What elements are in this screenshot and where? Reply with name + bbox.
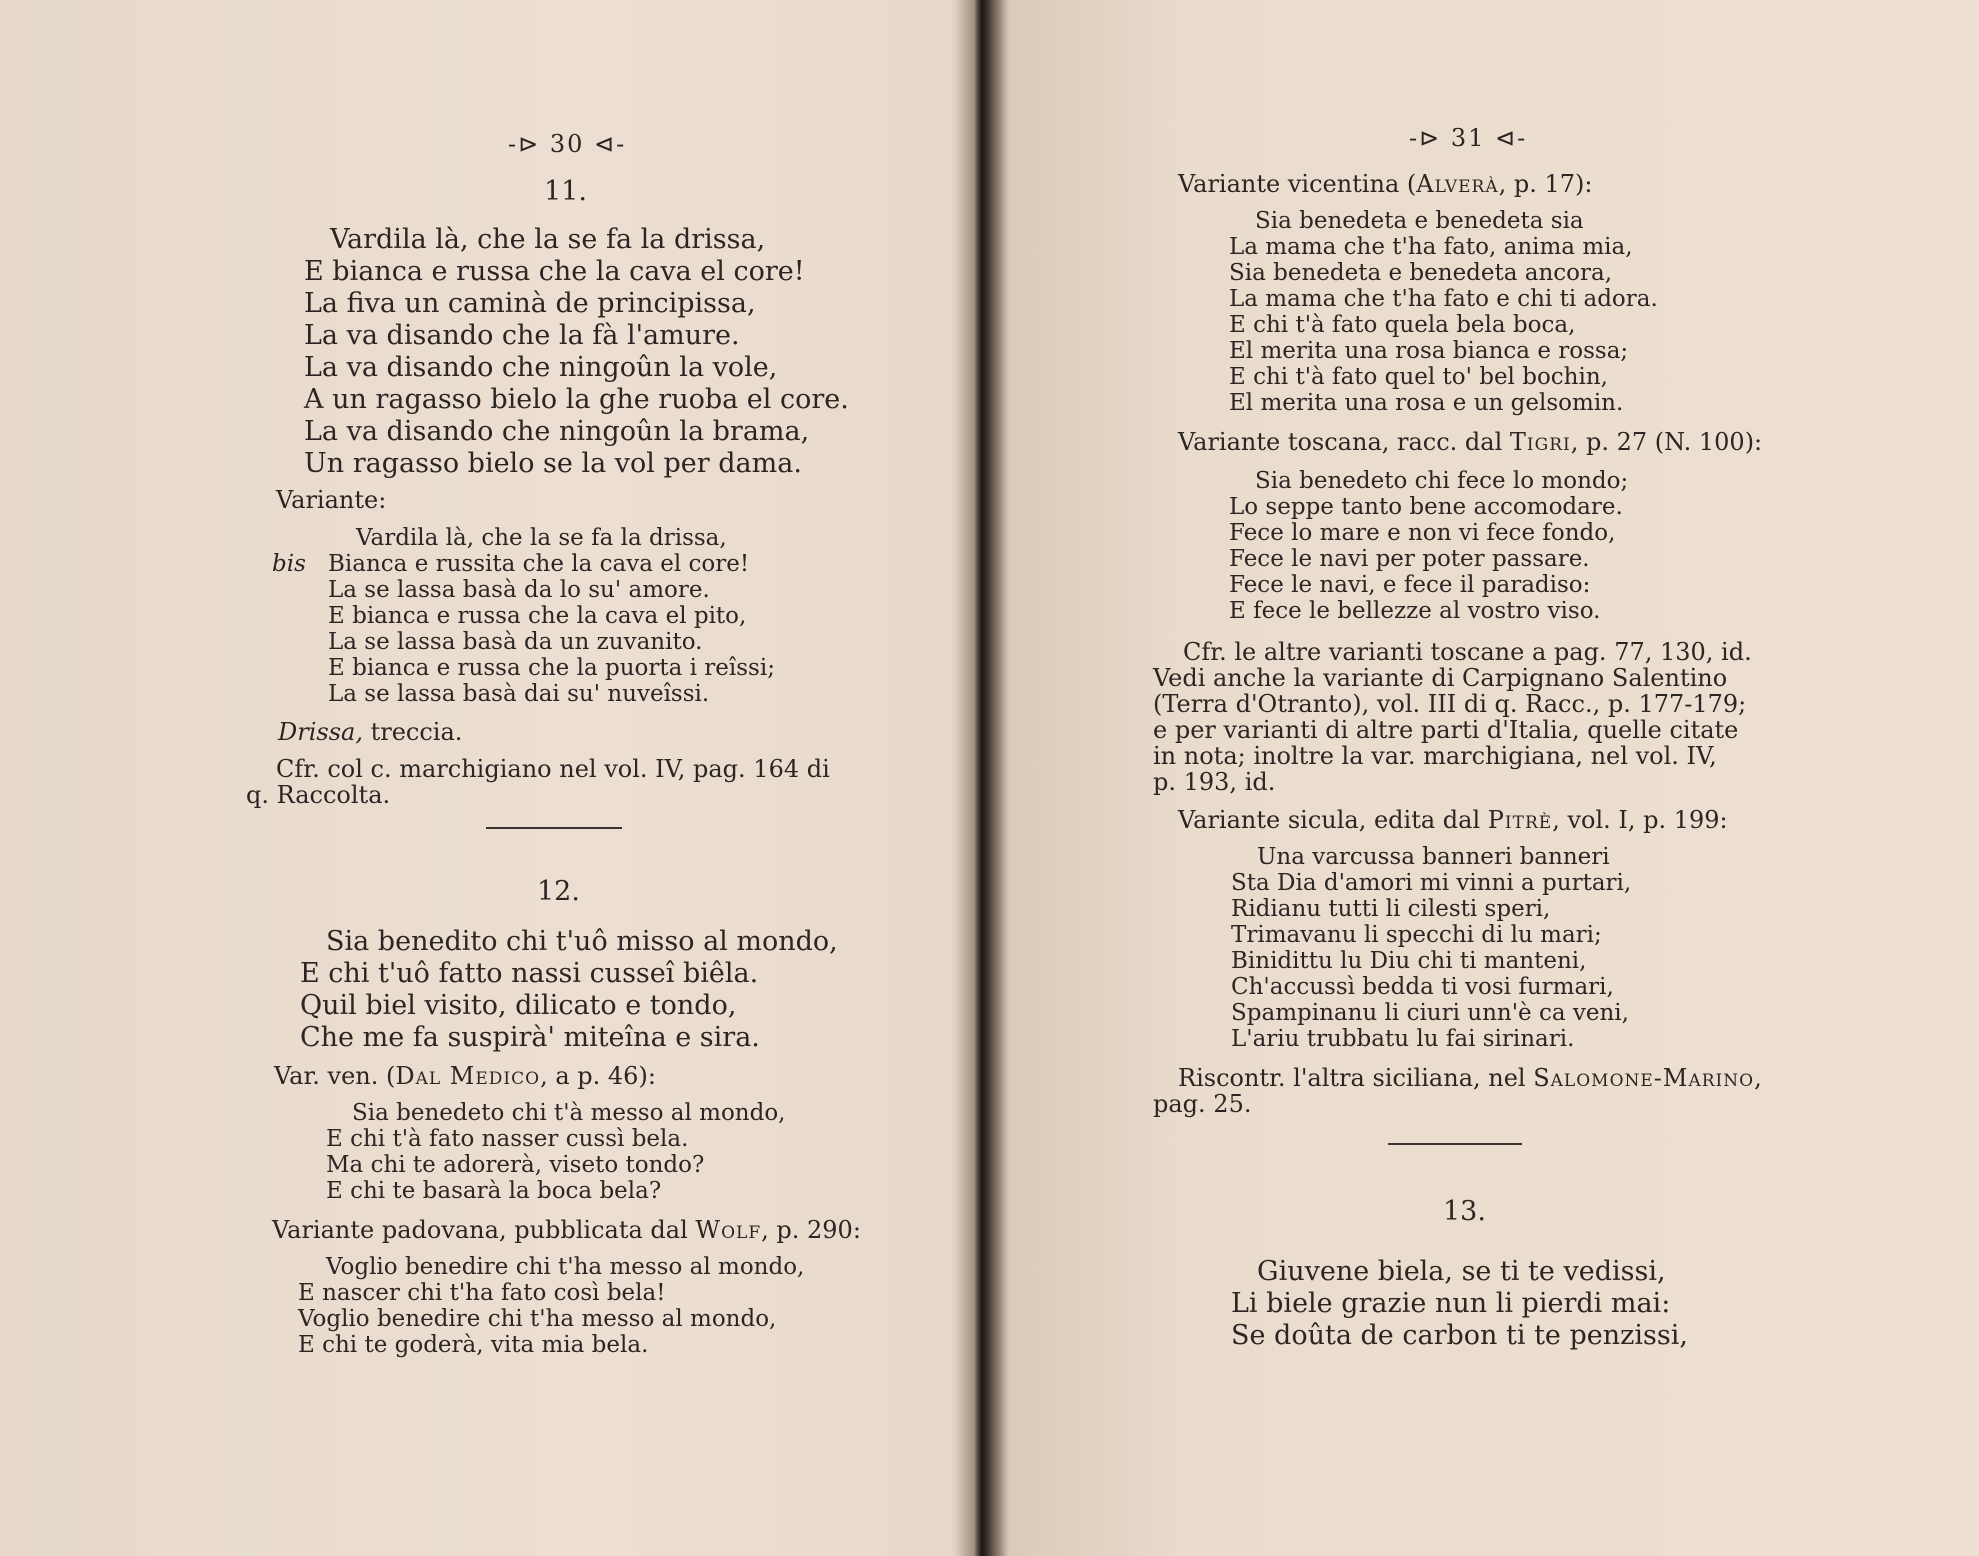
verse-line: La mama che t'ha fato, anima mia,: [1229, 234, 1633, 260]
heading-text: , p. 27 (N. 100):: [1570, 428, 1763, 456]
note-text: ,: [1754, 1064, 1762, 1092]
verse-line: Voglio benedire chi t'ha messo al mondo,: [326, 1254, 805, 1280]
toscana-heading: [1178, 428, 1762, 456]
verse-line: Un ragasso bielo se la vol per dama.: [304, 448, 802, 479]
verse-line: La fiva un caminà de principissa,: [304, 288, 756, 319]
heading-text: Variante padovana, pubblicata dal: [272, 1216, 696, 1244]
verse-line: Ridianu tutti li cilesti speri,: [1231, 896, 1551, 922]
gloss-note: [278, 718, 462, 746]
poem-11-number: 11.: [544, 176, 587, 207]
verse-line: Ch'accussì bedda ti vosi furmari,: [1231, 974, 1614, 1000]
heading-text: Variante vicentina (: [1178, 170, 1417, 198]
heading-text: Variante toscana, racc. dal: [1178, 428, 1510, 456]
verse-line: Trimavanu li specchi di lu mari;: [1231, 922, 1602, 948]
verse-line: E chi t'à fato nasser cussì bela.: [326, 1126, 689, 1152]
paragraph-line: Vedi anche la variante di Carpignano Salentino: [1153, 664, 1728, 692]
verse-line: E chi t'à fato quela bela boca,: [1229, 312, 1576, 338]
verse-line: Quil biel visito, dilicato e tondo,: [300, 990, 737, 1021]
verse-line: Vardila là, che la se fa la drissa,: [356, 525, 727, 551]
verse-line: Giuvene biela, se ti te vedissi,: [1257, 1256, 1666, 1287]
verse-line: Sia benedeto chi t'à messo al mondo,: [352, 1100, 786, 1126]
poem-12-number: 12.: [537, 876, 580, 907]
vicentina-heading: [1178, 170, 1593, 198]
note-text: Riscontr. l'altra siciliana, nel: [1178, 1064, 1534, 1092]
heading-text: , p. 290:: [761, 1216, 861, 1244]
verse-line: Spampinanu li ciuri unn'è ca veni,: [1231, 1000, 1629, 1026]
heading-text: Variante sicula, edita dal: [1178, 806, 1488, 834]
verse-line: La se lassa basà da un zuvanito.: [328, 629, 703, 655]
verse-line: E chi t'uô fatto nassi cusseî biêla.: [300, 958, 759, 989]
paragraph-line: Cfr. le altre varianti toscane a pag. 77, 130, id.: [1183, 638, 1752, 666]
verse-line: Fece le navi per poter passare.: [1229, 546, 1590, 572]
left-page: [0, 0, 975, 1556]
verse-line: La va disando che ningoûn la brama,: [304, 416, 810, 447]
verse-line: La va disando che la fà l'amure.: [304, 320, 740, 351]
padovana-heading: [272, 1216, 861, 1244]
paragraph-line: e per varianti di altre parti d'Italia, quelle citate: [1153, 716, 1739, 744]
author-name: Wolf: [695, 1216, 762, 1244]
verse-line: El merita una rosa bianca e rossa;: [1229, 338, 1629, 364]
verse-line: La mama che t'ha fato e chi ti adora.: [1229, 286, 1658, 312]
verse-line: A un ragasso bielo la ghe ruoba el core.: [304, 384, 849, 415]
section-divider: [1388, 1143, 1522, 1145]
verse-line: Sta Dia d'amori mi vinni a purtari,: [1231, 870, 1632, 896]
verse-line: Ma chi te adorerà, viseto tondo?: [326, 1152, 705, 1178]
verse-line: La va disando che ningoûn la vole,: [304, 352, 778, 383]
verse-line: La se lassa basà da lo su' amore.: [328, 577, 710, 603]
bis-marker: bis: [272, 551, 306, 577]
verse-line: E bianca e russa che la puorta i reîssi;: [328, 655, 775, 681]
verse-line: E chi t'à fato quel to' bel bochin,: [1229, 364, 1608, 390]
riscontr-note-line2: pag. 25.: [1153, 1090, 1252, 1118]
verse-line: Sia benedito chi t'uô misso al mondo,: [326, 926, 838, 957]
verse-line: Fece lo mare e non vi fece fondo,: [1229, 520, 1616, 546]
author-name: Tigri: [1509, 428, 1571, 456]
sicula-heading: [1178, 806, 1728, 834]
section-divider: [486, 827, 622, 829]
heading-text: , vol. I, p. 199:: [1552, 806, 1728, 834]
verse-line: La se lassa basà dai su' nuveîssi.: [328, 681, 710, 707]
verse-line: El merita una rosa e un gelsomin.: [1229, 390, 1624, 416]
variant-label: Variante:: [276, 486, 387, 514]
verse-line: Sia benedeta e benedeta sia: [1255, 208, 1584, 234]
verse-line: E fece le bellezze al vostro viso.: [1229, 598, 1601, 624]
heading-text: , p. 17):: [1498, 170, 1593, 198]
verse-line: E bianca e russa che la cava el pito,: [328, 603, 747, 629]
verse-line: Bianca e russita che la cava el core!: [328, 551, 750, 577]
paragraph-line: p. 193, id.: [1153, 768, 1276, 796]
var-ven-heading: [274, 1062, 656, 1090]
verse-line: Binidittu lu Diu chi ti manteni,: [1231, 948, 1587, 974]
verse-line: Lo seppe tanto bene accomodare.: [1229, 494, 1623, 520]
verse-line: Che me fa suspirà' miteîna e sira.: [300, 1022, 760, 1053]
verse-line: Sia benedeto chi fece lo mondo;: [1255, 468, 1629, 494]
heading-text: Var. ven. (: [274, 1062, 396, 1090]
page-number-30: -⊳ 30 ⊲-: [508, 130, 627, 158]
heading-text: , a p. 46):: [540, 1062, 656, 1090]
verse-line: Fece le navi, e fece il paradiso:: [1229, 572, 1591, 598]
cfr-note-line: q. Raccolta.: [246, 781, 391, 809]
gloss-text: treccia.: [362, 718, 463, 746]
right-page: [985, 0, 1979, 1556]
poem-13-number: 13.: [1443, 1196, 1486, 1227]
verse-line: Una varcussa banneri banneri: [1257, 844, 1610, 870]
verse-line: E nascer chi t'ha fato così bela!: [298, 1280, 666, 1306]
gloss-word: Drissa,: [278, 718, 363, 746]
author-name: Alverà: [1416, 170, 1499, 198]
verse-line: Vardila là, che la se fa la drissa,: [330, 224, 766, 255]
verse-line: E chi te basarà la boca bela?: [326, 1178, 662, 1204]
author-name: Pitrè: [1487, 806, 1553, 834]
paragraph-line: in nota; inoltre la var. marchigiana, nel vol. IV,: [1153, 742, 1717, 770]
verse-line: Voglio benedire chi t'ha messo al mondo,: [298, 1306, 777, 1332]
riscontr-note: [1178, 1064, 1762, 1092]
cfr-note-line: Cfr. col c. marchigiano nel vol. IV, pag. 164 di: [276, 755, 830, 783]
author-name: Salomone-Marino: [1533, 1064, 1755, 1092]
verse-line: L'ariu trubbatu lu fai sirinari.: [1231, 1026, 1575, 1052]
verse-line: Sia benedeta e benedeta ancora,: [1229, 260, 1613, 286]
page-number-31: -⊳ 31 ⊲-: [1409, 124, 1528, 152]
paragraph-line: (Terra d'Otranto), vol. III di q. Racc., p. 177-179;: [1153, 690, 1747, 718]
verse-line: Se doûta de carbon ti te penzissi,: [1231, 1320, 1688, 1351]
verse-line: E bianca e russa che la cava el core!: [304, 256, 805, 287]
verse-line: E chi te goderà, vita mia bela.: [298, 1332, 649, 1358]
verse-line: Li biele grazie nun li pierdi mai:: [1231, 1288, 1671, 1319]
author-name: Dal Medico: [395, 1062, 541, 1090]
